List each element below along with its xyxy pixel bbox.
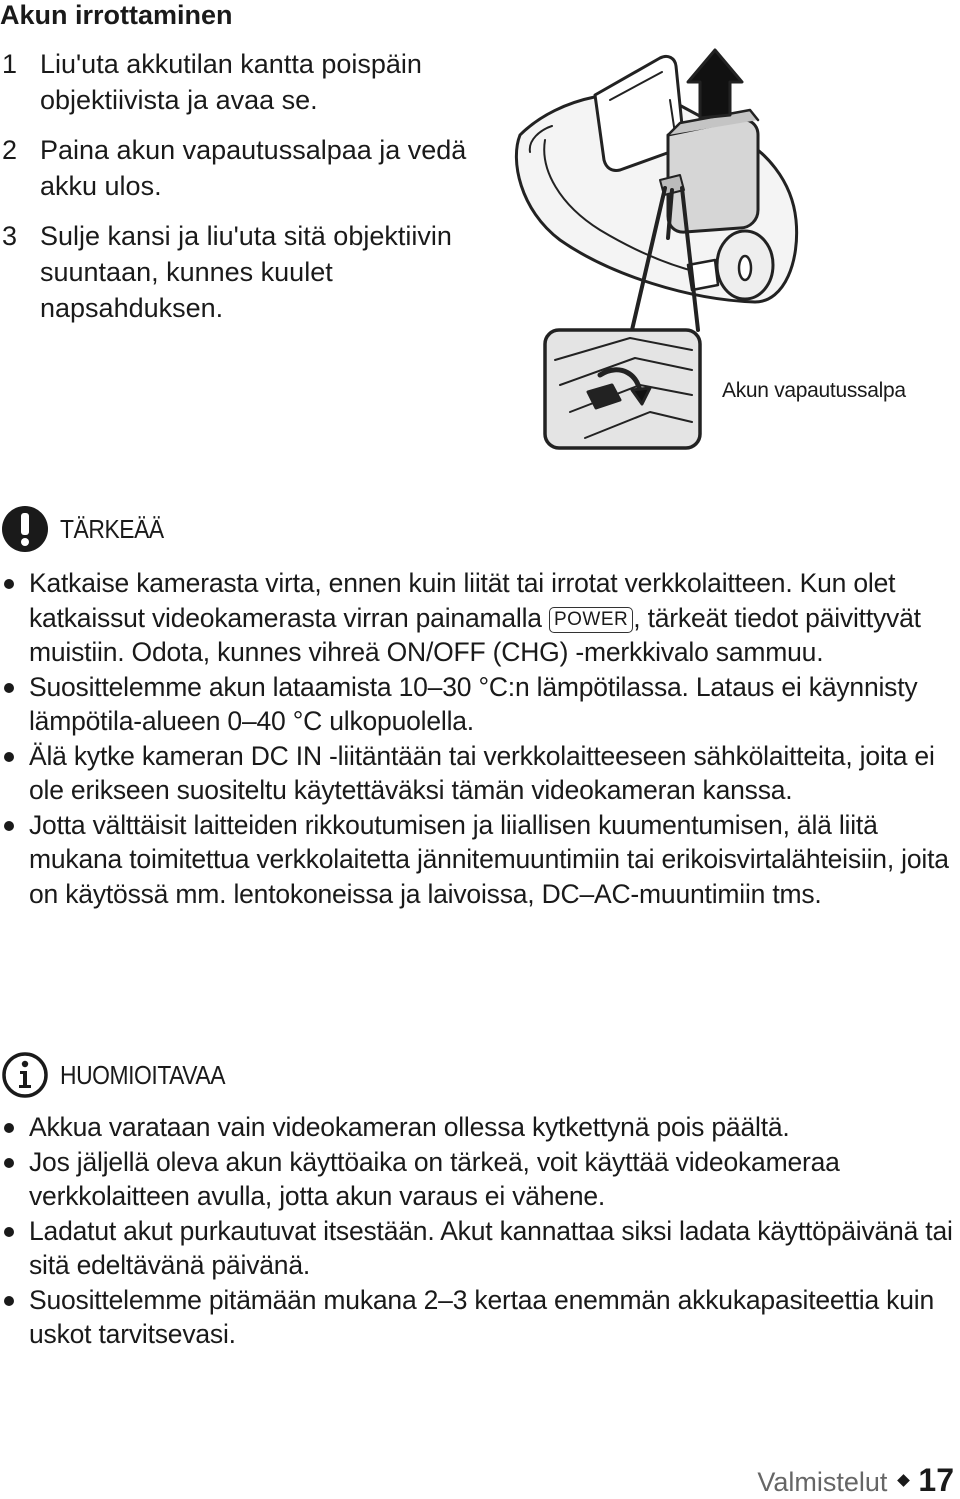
list-item — [0, 808, 955, 912]
list-item — [0, 566, 955, 670]
step-list — [0, 46, 470, 340]
bullet-text: Katkaise kamerasta virta, ennen kuin liität tai irrotat verkkolaitteen. Kun olet katkaissut videokamerasta virran painamalla — [29, 568, 896, 633]
bullet-dot — [4, 683, 14, 693]
step-number: 2 — [2, 135, 18, 165]
step-text: Liu'uta akkutilan kantta poispäin objektiivista ja avaa se. — [40, 49, 422, 115]
step-item — [0, 132, 470, 204]
latch-callout-label: Akun vapautussalpa — [722, 379, 906, 402]
bullet-dot — [4, 1123, 14, 1133]
step-text: Sulje kansi ja liu'uta sitä objektiivin suuntaan, kunnes kuulet napsahduksen. — [40, 221, 452, 323]
bullet-dot — [4, 1158, 14, 1168]
page-number: 17 — [918, 1462, 954, 1498]
arrow-up-icon — [688, 50, 742, 118]
important-list — [0, 566, 955, 911]
bullet-text: Jotta välttäisit laitteiden rikkoutumisen ja liiallisen kuumentumisen, älä liitä mukana toimitettua verkkolaitetta jännitemuuntimiin tai erikoisvirtalähteisiin, joita on käytössä mm. lentokoneissa ja laivoissa, DC–AC-muuntimiin tms. — [29, 809, 949, 909]
bullet-dot — [4, 1296, 14, 1306]
list-item — [0, 670, 955, 739]
notes-heading — [0, 1050, 248, 1100]
page-footer — [757, 1462, 954, 1499]
bullet-dot — [4, 821, 14, 831]
bullet-dot — [4, 579, 14, 589]
bullet-text: Akkua varataan vain videokameran ollessa kytkettynä pois päältä. — [29, 1112, 790, 1142]
bullet-text: Älä kytke kameran DC IN -liitäntään tai verkkolaitteeseen sähkölaitteita, joita ei ole erikseen suositeltu käytettäväksi tämän videokameran kanssa. — [29, 740, 935, 805]
bullet-text: Ladatut akut purkautuvat itsestään. Akut kannattaa siksi ladata käyttöpäivänä tai sitä edeltävänä päivänä. — [29, 1215, 953, 1280]
bullet-dot — [4, 1227, 14, 1237]
bullet-text: Suosittelemme akun lataamista 10–30 °C:n lämpötilassa. Lataus ei käynnisty lämpötila-alueen 0–40 °C ulkopuolella. — [29, 671, 918, 736]
bullet-dot — [4, 752, 14, 762]
chapter-name: Valmistelut — [757, 1467, 888, 1497]
step-number: 1 — [2, 49, 18, 79]
step-text: Paina akun vapautussalpaa ja vedä akku ulos. — [40, 135, 467, 201]
notes-label: HUOMIOITAVAA — [60, 1059, 226, 1090]
exclamation-icon — [0, 504, 50, 554]
bullet-text: Jos jäljellä oleva akun käyttöaika on tärkeä, voit käyttää videokameraa verkkolaitteen avulla, jotta akun varaus ei vähene. — [29, 1146, 840, 1211]
diamond-icon — [898, 1474, 911, 1487]
list-item — [0, 1145, 955, 1214]
info-icon — [0, 1050, 50, 1100]
list-item — [0, 1110, 955, 1145]
important-heading — [0, 504, 178, 554]
list-item — [0, 1283, 955, 1352]
step-number: 3 — [2, 221, 18, 251]
power-key-badge: POWER — [549, 607, 633, 633]
important-label: TÄRKEÄÄ — [60, 513, 164, 544]
bullet-text: Suosittelemme pitämään mukana 2–3 kertaa enemmän akkukapasiteettia kuin uskot tarvitsevasi. — [29, 1284, 934, 1349]
section-title: Akun irrottaminen — [0, 0, 233, 30]
step-item — [0, 46, 470, 118]
list-item — [0, 1214, 955, 1283]
battery-pack — [668, 120, 758, 232]
step-item — [0, 218, 470, 326]
bullet-text: , tärkeät tiedot päivittyvät muistiin. Odota, kunnes vihreä ON/OFF (CHG) -merkkivalo sammuu. — [29, 602, 921, 667]
notes-list — [0, 1110, 955, 1352]
list-item — [0, 739, 955, 808]
